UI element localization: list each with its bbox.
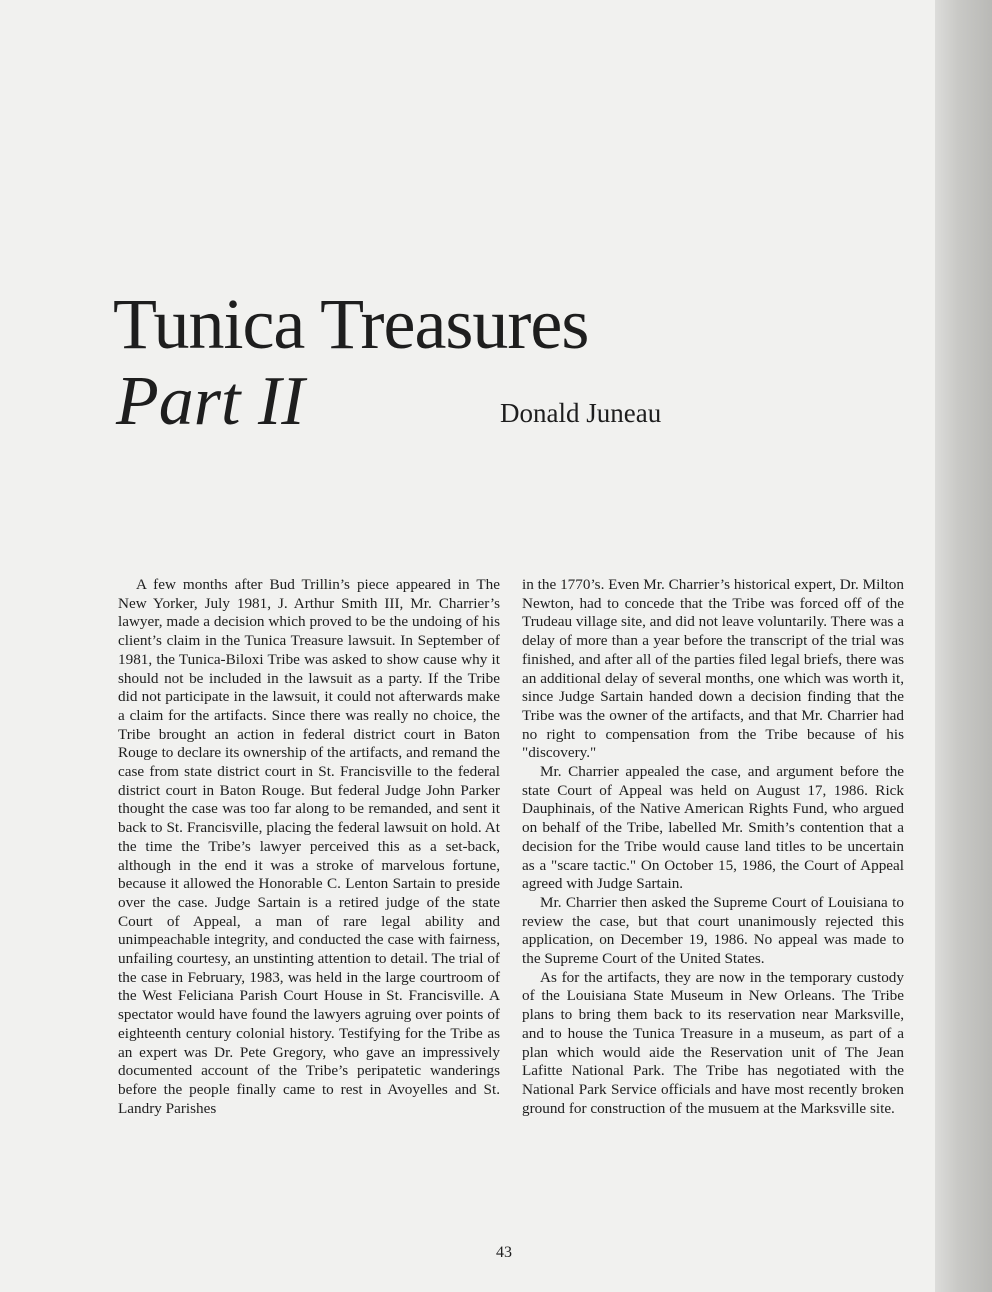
left-column [118, 576, 500, 1118]
right-column [522, 576, 904, 1118]
paragraph-continuation: in the 1770’s. Even Mr. Charrier’s historical expert, Dr. Milton Newton, had to concede that the Tribe was forced off of the Trudeau village site, and did not leave voluntarily. There was a delay of more than a year before the transcript of the trial was finished, and after all of the parties filed legal briefs, there was an additional delay of several months, one which was worth it, since Judge Sartain handed down a decision finding that the Tribe was the owner of the artifacts, and that Mr. Charrier had no right to compensation from the Tribe because of his "discovery." [522, 576, 904, 762]
page-number: 43 [496, 1244, 512, 1261]
book-gutter-shadow [935, 0, 992, 1292]
paragraph: Mr. Charrier then asked the Supreme Court of Louisiana to review the case, but that court unanimously rejected this application, on December 19, 1986. No appeal was made to the Supreme Court of the United States. [522, 893, 904, 968]
article-title: Tunica Treasures [113, 284, 589, 364]
paragraph: As for the artifacts, they are now in the temporary custody of the Louisiana State Museum in New Orleans. The Tribe plans to bring them back to its reservation near Marksville, and to house the Tunica Treasure in a museum, as part of a plan which would aide the Reservation unit of The Jean Lafitte National Park. The Tribe has negotiated with the National Park Service officials and have most recently broken ground for construction of the musuem at the Marksville site. [522, 968, 904, 1117]
paragraph: A few months after Bud Trillin’s piece appeared in The New Yorker, July 1981, J. Arthur Smith III, Mr. Charrier’s lawyer, made a decision which proved to be the undoing of his client’s claim in the Tunica Treasure lawsuit. In September of 1981, the Tunica-Biloxi Tribe was asked to show cause why it should not be included in the lawsuit as a party. If the Tribe did not participate in the lawsuit, it could not afterwards make a claim for the artifacts. Since there was really no choice, the Tribe brought an action in federal district court in Baton Rouge to declare its ownership of the artifacts, and remand the case from state district court in St. Francisville to the federal district court in Baton Rouge. But federal Judge John Parker thought the case was too far along to be remanded, and sent it back to St. Francisville, placing the federal lawsuit on hold. At the time the Tribe’s lawyer perceived this as a set-back, although in the end it was a stroke of marvelous fortune, because it allowed the Honorable C. Lenton Sartain to preside over the case. Judge Sartain is a retired judge of the state Court of Appeal, a man of rare legal ability and unimpeachable integrity, and conducted the case with fairness, unfailing courtesy, an unstinting attention to detail. The trial of the case in February, 1983, was held in the large courtroom of the West Feliciana Parish Court House in St. Francisville. A spectator would have found the lawyers agruing over points of eighteenth century colonial history. Testifying for the Tribe as an expert was Dr. Pete Gregory, who gave an impressively documented account of the Tribe’s peripatetic wanderings before the people finally came to rest in Avoyelles and St. Landry Parishes [118, 576, 500, 1117]
article-author: Donald Juneau [500, 398, 662, 428]
paragraph: Mr. Charrier appealed the case, and argument before the state Court of Appeal was held on August 17, 1986. Rick Dauphinais, of the Native American Rights Fund, who argued on behalf of the Tribe, labelled Mr. Smith’s contention that a decision for the Tribe would cause land titles to be uncertain as a "scare tactic." On October 15, 1986, the Court of Appeal agreed with Judge Sartain. [522, 763, 904, 893]
article-subtitle: Part II [116, 363, 305, 440]
